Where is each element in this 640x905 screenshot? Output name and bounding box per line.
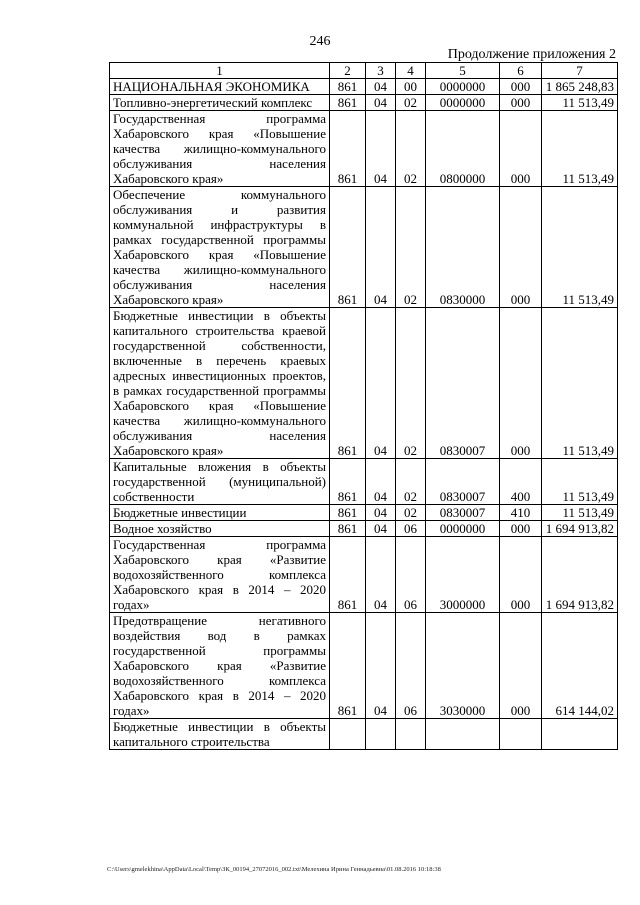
amount: 11 513,49 — [542, 187, 618, 308]
subsection-code: 02 — [396, 187, 426, 308]
amount: 614 144,02 — [542, 613, 618, 719]
subsection-code: 02 — [396, 111, 426, 187]
item-name: Государственная программа Хабаровского края «Повышение качества жилищно-коммунального обслуживания населения Хабаровского края» — [110, 111, 330, 187]
amount: 11 513,49 — [542, 95, 618, 111]
item-name: Топливно-энергетический комплекс — [110, 95, 330, 111]
section-code: 04 — [366, 537, 396, 613]
table-row — [110, 613, 618, 719]
section-code — [366, 719, 396, 750]
ministry-code — [330, 719, 366, 750]
target-article-code: 0800000 — [426, 111, 500, 187]
amount: 1 865 248,83 — [542, 79, 618, 95]
ministry-code: 861 — [330, 79, 366, 95]
header-cell: 5 — [426, 63, 500, 79]
table-row — [110, 505, 618, 521]
table-row — [110, 537, 618, 613]
file-path-footer: C:\Users\gmelekhina\AppData\Local\Temp\ЗК_00194_27072016_002.txt\Мелехина Ирина Геннадьевна\01.08.2016 10:18:38 — [107, 866, 441, 873]
subsection-code: 02 — [396, 459, 426, 505]
expense-type-code: 000 — [500, 95, 542, 111]
target-article-code: 0830007 — [426, 459, 500, 505]
amount: 11 513,49 — [542, 459, 618, 505]
page-number: 246 — [309, 34, 331, 49]
ministry-code: 861 — [330, 187, 366, 308]
item-name: Водное хозяйство — [110, 521, 330, 537]
header-row — [110, 63, 618, 79]
subsection-code: 00 — [396, 79, 426, 95]
expense-type-code: 000 — [500, 537, 542, 613]
target-article-code: 0000000 — [426, 95, 500, 111]
table-row — [110, 111, 618, 187]
expense-type-code: 000 — [500, 308, 542, 459]
target-article-code: 0000000 — [426, 521, 500, 537]
target-article-code: 3000000 — [426, 537, 500, 613]
expense-type-code: 000 — [500, 521, 542, 537]
amount: 11 513,49 — [542, 505, 618, 521]
section-code: 04 — [366, 459, 396, 505]
section-code: 04 — [366, 521, 396, 537]
subsection-code: 06 — [396, 613, 426, 719]
header-cell: 7 — [542, 63, 618, 79]
ministry-code: 861 — [330, 537, 366, 613]
item-name: Капитальные вложения в объекты государственной (муниципальной) собственности — [110, 459, 330, 505]
item-name: Бюджетные инвестиции — [110, 505, 330, 521]
amount — [542, 719, 618, 750]
header-cell: 1 — [110, 63, 330, 79]
header-cell: 3 — [366, 63, 396, 79]
amount: 1 694 913,82 — [542, 521, 618, 537]
table-row — [110, 521, 618, 537]
section-code: 04 — [366, 308, 396, 459]
target-article-code: 0830000 — [426, 187, 500, 308]
expense-type-code: 000 — [500, 187, 542, 308]
table-row — [110, 308, 618, 459]
ministry-code: 861 — [330, 308, 366, 459]
header-cell: 4 — [396, 63, 426, 79]
budget-table — [109, 62, 618, 750]
subsection-code: 02 — [396, 505, 426, 521]
section-code: 04 — [366, 613, 396, 719]
section-code: 04 — [366, 187, 396, 308]
table-row — [110, 95, 618, 111]
table-row — [110, 719, 618, 750]
expense-type-code: 000 — [500, 79, 542, 95]
expense-type-code: 400 — [500, 459, 542, 505]
expense-type-code — [500, 719, 542, 750]
section-code: 04 — [366, 79, 396, 95]
table-row — [110, 79, 618, 95]
ministry-code: 861 — [330, 613, 366, 719]
ministry-code: 861 — [330, 521, 366, 537]
item-name: Государственная программа Хабаровского края «Развитие водохозяйственного комплекса Хабаровского края в 2014 – 2020 годах» — [110, 537, 330, 613]
expense-type-code: 410 — [500, 505, 542, 521]
item-name: Бюджетные инвестиции в объекты капитального строительства краевой государственной собственности, включенные в перечень краевых адресных инвестиционных проектов, в рамках государственной программы Хабаровского края «Повышение качества жилищно-коммунального обслуживания населения Хабаровского края» — [110, 308, 330, 459]
subsection-code: 02 — [396, 308, 426, 459]
ministry-code: 861 — [330, 111, 366, 187]
table-row — [110, 459, 618, 505]
section-code: 04 — [366, 111, 396, 187]
target-article-code: 0830007 — [426, 308, 500, 459]
header-cell: 2 — [330, 63, 366, 79]
item-name: Обеспечение коммунального обслуживания и развития коммунальной инфраструктуры в рамках государственной программы Хабаровского края «Повышение качества жилищно-коммунального обслуживания населения Хабаровского края» — [110, 187, 330, 308]
section-code: 04 — [366, 505, 396, 521]
section-code: 04 — [366, 95, 396, 111]
item-name: Предотвращение негативного воздействия вод в рамках государственной программы Хабаровского края «Развитие водохозяйственного комплекса Хабаровского края в 2014 – 2020 годах» — [110, 613, 330, 719]
target-article-code: 0830007 — [426, 505, 500, 521]
ministry-code: 861 — [330, 459, 366, 505]
expense-type-code: 000 — [500, 613, 542, 719]
item-name: НАЦИОНАЛЬНАЯ ЭКОНОМИКА — [110, 79, 330, 95]
continuation-label: Продолжение приложения 2 — [447, 47, 616, 62]
ministry-code: 861 — [330, 505, 366, 521]
item-name: Бюджетные инвестиции в объекты капитального строительства — [110, 719, 330, 750]
amount: 11 513,49 — [542, 308, 618, 459]
ministry-code: 861 — [330, 95, 366, 111]
target-article-code: 3030000 — [426, 613, 500, 719]
amount: 11 513,49 — [542, 111, 618, 187]
target-article-code — [426, 719, 500, 750]
subsection-code: 02 — [396, 95, 426, 111]
header-cell: 6 — [500, 63, 542, 79]
expense-type-code: 000 — [500, 111, 542, 187]
subsection-code: 06 — [396, 537, 426, 613]
target-article-code: 0000000 — [426, 79, 500, 95]
amount: 1 694 913,82 — [542, 537, 618, 613]
subsection-code — [396, 719, 426, 750]
table-row — [110, 187, 618, 308]
subsection-code: 06 — [396, 521, 426, 537]
